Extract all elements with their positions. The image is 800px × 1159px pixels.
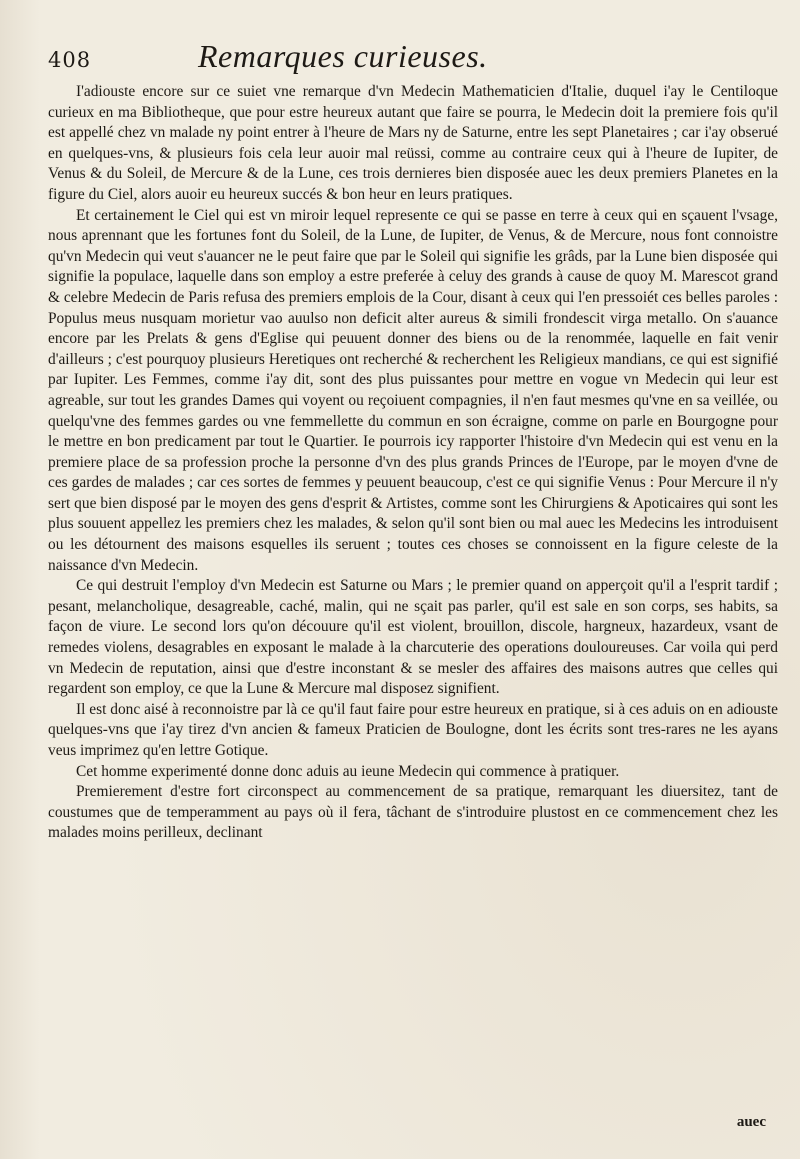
running-head: Remarques curieuses. [198,38,488,74]
paragraph: Premierement d'estre fort circonspect au commencement de sa pratique, remarquant les diuersitez, tant de coustumes que de temperamment au pays où il fera, tâchant de s'introduire plustost en ce commencement chez les malades moins perilleux, declinant [48,783,778,842]
paragraph: I'adiouste encore sur ce suiet vne remarque d'vn Medecin Mathematicien d'Italie, duquel i'ay le Centiloque curieux en ma Bibliotheque, que pour estre heureux autant que faire se pourra, le Medecin doit la premiere fois qu'il est appellé chez vn malade ny point entrer à l'heure de Mars ny de Saturne, entre les sept Planetaires ; car i'ay obserué en quelques-vns, & plusieurs fois cela leur auoir mal reüssi, comme au contraire ceux qui à l'heure de Iupiter, de Venus & du Soleil, de Mercure & de la Lune, ces trois dernieres bien disposée auec les deux premiers Planetes en la figure du Ciel, alors auoir eu heureux succés & bon heur en leurs pratiques. [48,83,778,203]
paragraph: Et certainement le Ciel qui est vn miroir lequel represente ce qui se passe en terre à ceux qui en sçauent l'vsage, nous aprennant que les fortunes font du Soleil, de la Lune, de Iupiter, de Venus, & de Mercure, nous font connoistre qu'vn Medecin qui veut s'auancer ne le peut faire que par le Soleil qui signifie les grâds, par la Lune bien disposée qui signifie la populace, laquelle dans son employ a estre preferée à celuy des grands à cause de quoy M. Marescot grand & celebre Medecin de Paris refusa des premiers emplois de la Cour, disant à ceux qui l'en pressoiét ces belles paroles : Populus meus nusquam morietur vao auulso non deficit alter aureus & simili frondescit virga metallo. On s'auance encore par les Prelats & gens d'Eglise qui peuuent donner des biens ou de la renommée, laquelle en fait venir d'ailleurs ; c'est pourquoy plusieurs Heretiques ont recherché & recherchent les Religieux mandians, ce qui est signifié par Iupiter. Les Femmes, comme i'ay dit, sont des plus puissantes pour mettre en vogue vn Medecin qui leur est agreable, sur tout les grandes Dames qui voyent ou reçoiuent compagnies, il n'en faut mesmes qu'vne en sa veillée, ou quelqu'vne des femmes gardes ou vne femmellette du commun en son écraigne, comme on parle en Bourgogne pour le mettre en bon predicament par tout le Quartier. Ie pourrois icy rapporter l'histoire d'vn Medecin qui est venu en la premiere place de sa profession proche la personne d'vn des plus grands Princes de l'Europe, par le moyen d'vne de ces gardes de malades ; car ces sortes de femmes y peuuent beaucoup, c'est ce qui signifie Venus : Pour Mercure il n'y sert que bien disposé par le moyen des gens d'esprit & Artistes, comme sont les Chirurgiens & Apoticaires qui sont les plus souuent appellez les premiers chez les malades, & selon qu'il sont bien ou mal auec les Medecins les introduisent ou les détournent des maisons esquelles ils seruent ; toutes ces choses se connoissent en la figure celeste de la naissance d'vn Medecin. [48,206,778,574]
body-text [48,82,778,844]
paragraph: Cet homme experimenté donne donc aduis au ieune Medecin qui commence à pratiquer. [76,762,620,780]
paragraph: Il est donc aisé à reconnoistre par là ce qu'il faut faire pour estre heureux en pratique, si à ces aduis on en adiouste quelques-vns que i'ay tirez d'vn ancien & fameux Praticien de Boulogne, dont les écrits sont tres-rares ne les ayans veus imprimez qu'en lettre Gotique. [48,700,778,759]
catchword: auec [736,1114,766,1130]
page-header [48,38,778,76]
paragraph: Ce qui destruit l'employ d'vn Medecin est Saturne ou Mars ; le premier quand on apperçoit qu'il a l'esprit tardif ; pesant, melancholique, desagreable, caché, malin, qui ne sçait pas parler, qu'il est sale en son corps, ses habits, sa façon de viure. Le second lors qu'on découure qu'il est violent, brouillon, discole, hargneux, hazardeux, vsant de remedes violens, desagrables en exposant le malade à la charcuterie des operations douloureuses. Car voila qui perd vn Medecin de reputation, ainsi que d'estre inconstant & se mesler des affaires des maisons autres que celles qui regardent son employ, ce que la Lune & Mercure mal disposez signifient. [48,577,778,698]
page-number: 408 [48,48,92,72]
